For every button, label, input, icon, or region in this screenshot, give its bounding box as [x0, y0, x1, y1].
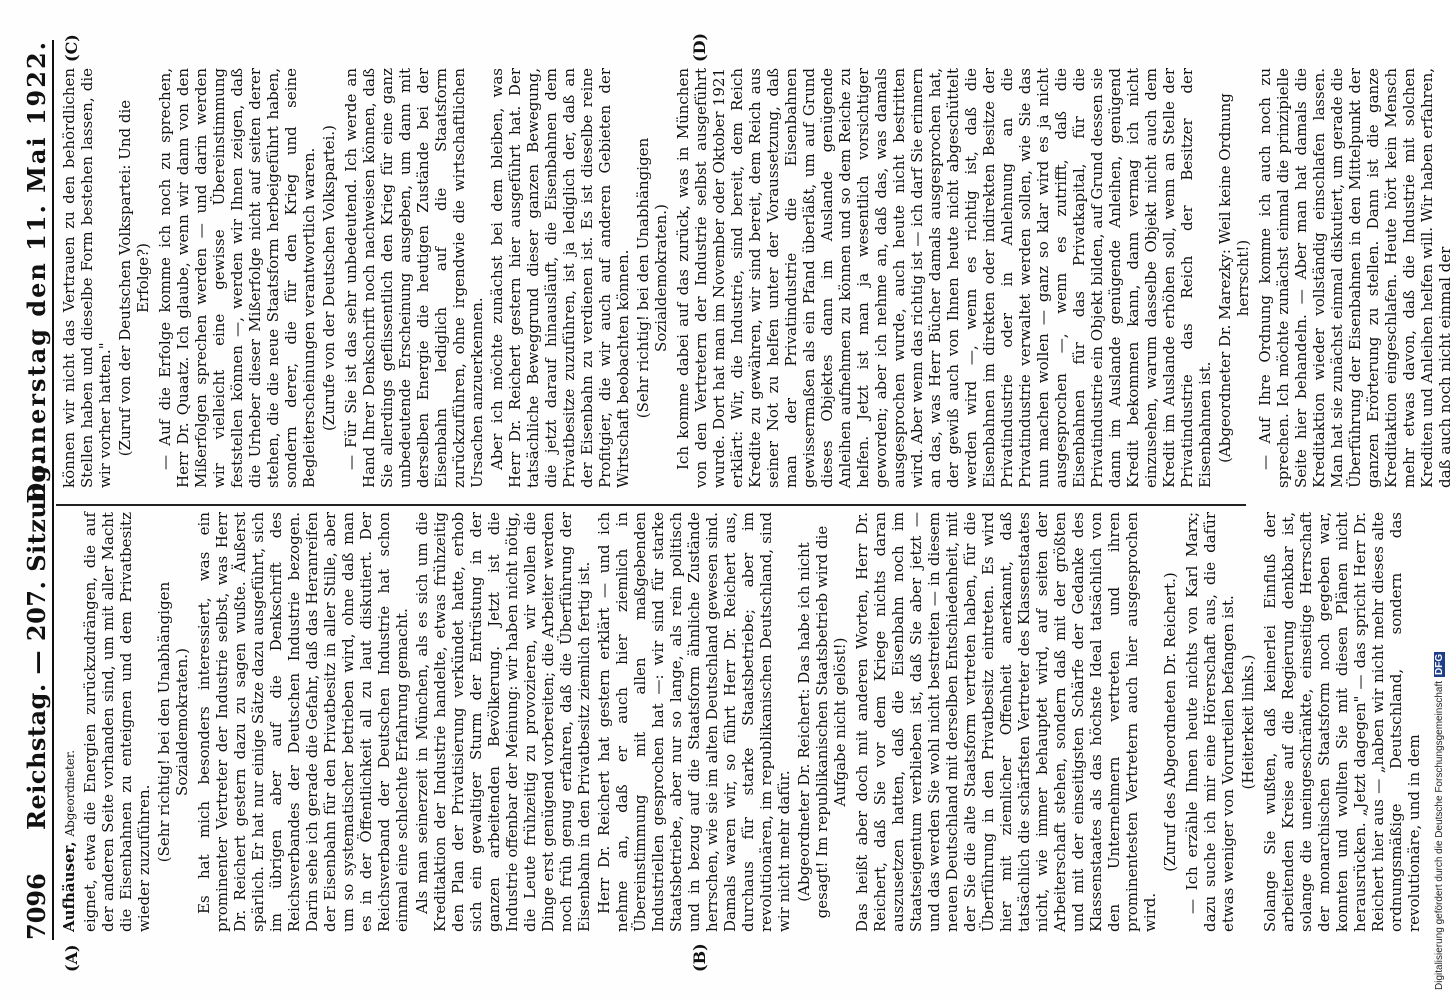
interjection: (Abgeordneter Dr. Marezky: Weil keine Ordnung herrscht!): [1216, 93, 1252, 463]
interjection: (Zurufe von der Deutschen Volkspartei.): [320, 124, 338, 432]
interjection: (Heiterkeit links.): [1239, 654, 1257, 790]
paragraph: — Für Sie ist das sehr unbedeutend. Ich werde an Hand Ihrer Denkschrift noch nachweisen können, daß Sie allerdings geflissentlich den Krieg für eine ganz unbedeutende Erscheinung ausgeben, um dann mit derselben Energie die heutigen Zustände bei der Eisenbahn lediglich auf die Staatsform zurückzuführen, ohne irgendwie die wirtschaftlichen Ursachen anzuerkennen.: [342, 68, 486, 488]
left-column: [60, 512, 1423, 932]
interjection: (Zuruf des Abgeordneten Dr. Reichert.): [1161, 572, 1179, 872]
paragraph: — Auf die Erfolge komme ich noch zu sprechen, Herr Dr. Quaatz. Ich glaube, wenn wir dann von den Mißerfolgen sprechen werden — und darin werden wir vielleicht eine gewisse Übereinstimmung feststellen können —, werden wir Ihnen zeigen, daß die Urheber dieser Mißerfolge nicht auf seiten derer stehen, die die neue Staatsform herbeigeführt haben, sondern derer, die für den Krieg und seine Begleiterscheinungen verantwortlich waren.: [156, 68, 318, 488]
paragraph: Aber ich möchte zunächst bei dem bleiben, was Herr Dr. Reichert gestern hier ausgeführt hat. Der tatsächliche Beweggrund dieser ganzen Bewegung, die jetzt darauf hinausläuft, die Eisenbahnen dem Privatbesitze zuzuführen, ist ja lediglich der, daß an der Eisenbahn zu verdienen ist. Es ist dieselbe reine Profitgier, die wir auch auf anderen Gebieten der Wirtschaft beobachten können.: [488, 68, 632, 488]
paragraph: — Ich erzähle Ihnen heute nichts von Karl Marx; dazu suche ich mir eine Hörerschaft aus, die dafür etwas weniger von Vorurteilen befangen ist.: [1183, 512, 1237, 932]
column-divider: [56, 504, 1246, 506]
interjection: (Sehr richtig! bei den Unabhängigen Sozialdemokraten.): [155, 581, 191, 863]
paragraph: eignet, etwa die Energien zurückzudrängen, die auf der anderen Seite vorhanden sind, um mit aller Macht die Eisenbahnen zu enteignen und dem Privatbesitz wieder zuzuführen.: [81, 512, 153, 932]
paragraph: Ich komme dabei auf das zurück, was in München von den Vertretern der Industrie selbst ausgeführt wurde. Dort hat man im November oder Oktober 1921 erklärt: Wir, die Industrie, sind bereit, dem Reich Kredite zu gewähren, wir sind bereit, dem Reich aus seiner Not zu helfen unter der Voraussetzung, daß man der Privatindustrie die Eisenbahnen gewissermaßen als ein Pfand überläßt, um auf Grund dieses Objektes dann im Auslande genügende Anleihen aufnehmen zu können und so dem Reiche zu helfen. Jetzt ist man ja wesentlich vorsichtiger geworden; aber ich nehme an, daß das, was damals ausgesprochen wurde, auch heute nicht bestritten wird. Aber wenn das richtig ist — ich darf Sie erinnern an das, was Herr Bücher damals ausgesprochen hat, der gewiß auch von Ihnen heute nicht abgeschüttelt werden wird —, wenn es richtig ist, daß die Eisenbahnen im direkten oder indirekten Besitze der Privatindustrie oder in Anlehnung an die Privatindustrie verwaltet werden sollen, wie Sie das nun machen wollen — ganz so klar wird es ja nicht ausgesprochen —, wenn es zutrifft, daß die Eisenbahnen für das Privatkapital, für die Privatindustrie ein Objekt bilden, auf Grund dessen sie dann im Auslande genügende Anleihen, genügend Kredit bekommen kann, dann vermag ich nicht einzusehen, warum dasselbe Objekt nicht auch dem Kredit im Auslande erhöhen soll, wenn an Stelle der Privatindustrie das Reich der Besitzer der Eisenbahnen ist.: [674, 68, 1214, 488]
session-title: Reichstag. — 207. Sitzung.: [22, 456, 51, 830]
session-date: Donnerstag den 11. Mai 1922.: [22, 40, 51, 504]
right-column: [60, 68, 1454, 488]
speaker-role: Abgeordneter.: [63, 749, 77, 837]
margin-letter-b: (B): [690, 943, 709, 972]
margin-letter-c: (C): [62, 34, 81, 62]
interjection: (Abgeordneter Dr. Reichert: Das habe ich nicht gesagt! Im republikanischen Staatsbetrieb wird die Aufgabe nicht gelöst!): [795, 525, 849, 919]
digitization-note: [1416, 10, 1445, 990]
dfg-logo: DFG: [1434, 653, 1445, 675]
paragraph: Herr Dr. Reichert hat gestern erklärt — und ich nehme an, daß er auch hier ziemlich in Übereinstimmung mit allen maßgebenden Industriellen gesprochen hat —: wir sind für starke Staatsbetriebe, aber nur so lange, als rein politisch und in bezug auf die Staatsform ähnliche Zustände herrschen, wie sie im alten Deutschland gewesen sind. Damals waren wir, so führt Herr Dr. Reichert aus, durchaus für starke Staatsbetriebe; aber im revolutionären, im republikanischen Deutschland, sind wir nicht mehr dafür.: [595, 512, 793, 932]
paragraph: Als man seinerzeit in München, als es sich um die Kreditaktion der Industrie handelte, etwas frühzeitig den Plan der Privatisierung verkündet hatte, erhob sich ein gewaltiger Sturm der Entrüstung in der ganzen arbeitenden Bevölkerung. Jetzt ist die Industrie offenbar der Meinung: wir haben nicht nötig, die Leute frühzeitig zu provozieren, wir wollen die Dinge erst genügend vorbereiten; die Arbeiter werden noch früh genug erfahren, daß die Überführung der Eisenbahn in den Privatbesitz ziemlich fertig ist.: [413, 512, 593, 932]
speaker-name: Aufhäuser,: [60, 841, 78, 932]
speaker-line: [60, 512, 79, 932]
paragraph: Das heißt aber doch mit anderen Worten, Herr Dr. Reichert, daß Sie vor dem Kriege nichts daran auszusetzen hatten, daß die Eisenbahn noch im Staatseigentum verblieben ist, daß Sie aber jetzt — und das werden Sie wohl nicht bestreiten — in diesem neuen Deutschland mit derselben Entschiedenheit, mit der Sie die alte Staatsform vertreten haben, für die Überführung in den Privatbesitz eintreten. Es wird hier mit ziemlicher Offenheit anerkannt, daß tatsächlich die schärfsten Vertreter des Klassenstaates nicht, wie immer behauptet wird, auf seiten der Arbeiterschaft stehen, sondern daß mit der größten und mit der einseitigsten Schärfe der Gedanke des Klassenstaates als das höchste Ideal tatsächlich von den Unternehmern vertreten und ihren prominentesten Vertretern auch hier ausgesprochen wird.: [853, 512, 1159, 932]
paragraph: — Auf Ihre Ordnung komme ich auch noch zu sprechen. Ich möchte zunächst einmal die prinzipielle Seite hier behandeln. — Aber man hat damals die Kreditaktion wieder vollständig einschlafen lassen. Man hat sie zunächst einmal diskutiert, um gerade die Überführung der Eisenbahnen in den Mittelpunkt der ganzen Erörterung zu stellen. Dann ist die ganze Kreditaktion eingeschlafen. Heute hört kein Mensch mehr etwas davon, daß die Industrie mit solchen Krediten und Anleihen helfen will. Wir haben erfahren, daß auch noch nicht einmal der: [1256, 68, 1454, 488]
paragraph: Solange Sie wußten, daß keinerlei Einfluß der arbeitenden Kreise auf die Regierung denkbar ist, solange die uneingeschränkte, einseitige Herrschaft der monarchischen Staatsform noch gegeben war, konnten und wollten Sie mit diesen Plänen nicht herausrücken. „Jetzt dagegen" — das spricht Herr Dr. Reichert hier aus — „haben wir nicht mehr dieses alte ordnungsmäßige Deutschland, sondern das revolutionäre, und in dem: [1261, 512, 1423, 932]
page-header: [18, 40, 54, 940]
page-number: 7096: [22, 873, 51, 940]
paragraph: Es hat mich besonders interessiert, was ein prominenter Vertreter der Industrie selbst, was Herr Dr. Reichert gestern dazu zu sagen wußte. Äußerst spärlich. Er hat nur einige Sätze dazu ausgeführt, sich im übrigen aber auf die Denkschrift des Reichsverbandes der Deutschen Industrie bezogen. Darin sehe ich gerade die Gefahr, daß das Heranreifen der Eisenbahn für den Privatbesitz in aller Stille, aber um so systematischer betrieben wird, ohne daß man es in der Öffentlichkeit all zu laut diskutiert. Der Reichsverband der Deutschen Industrie hat schon einmal eine schlechte Erfahrung gemacht.: [195, 512, 411, 932]
digitization-text: Digitalisierung gefördert durch die Deutsche Forschungsgemeinschaft: [1434, 680, 1445, 990]
interjection: (Zuruf von der Deutschen Volkspartei: Und die Erfolge?): [116, 99, 152, 457]
margin-letter-a: (A): [62, 944, 81, 972]
margin-letter-d: (D): [690, 32, 709, 62]
interjection: (Sehr richtig! bei den Unabhängigen Sozialdemokraten.): [634, 137, 670, 419]
paragraph: können wir nicht das Vertrauen zu den behördlichen Stellen haben und dieselbe Form bestehen lassen, die wir vorher hatten.": [60, 68, 114, 488]
